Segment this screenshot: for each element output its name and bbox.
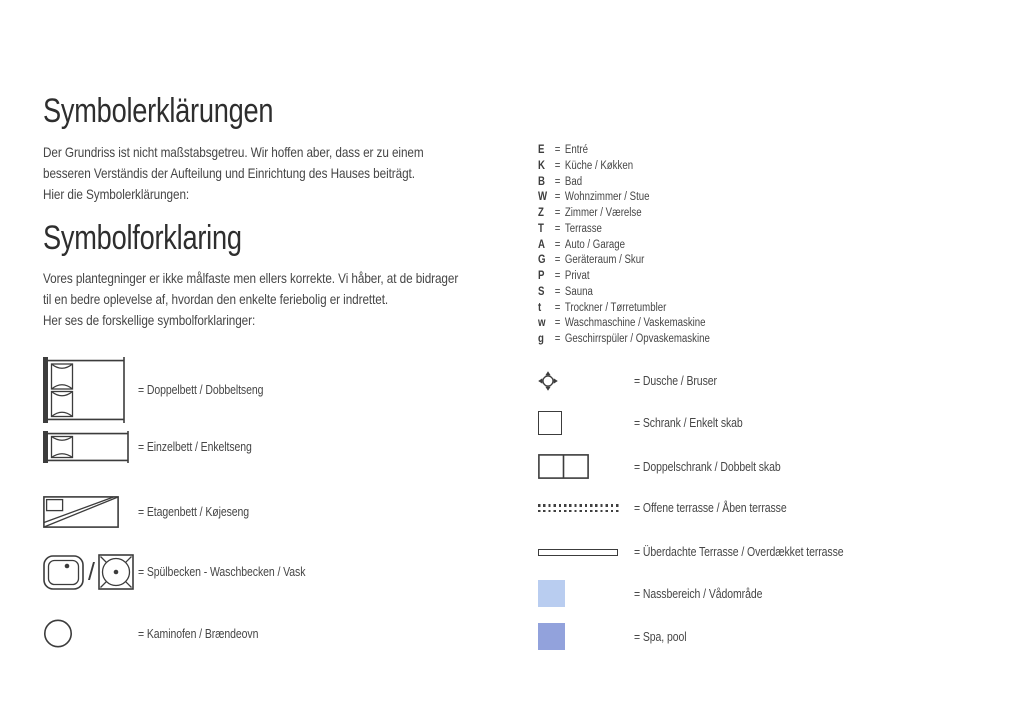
room-code-name: Zimmer / Værelse <box>564 207 642 219</box>
room-code-letter: t <box>538 301 542 314</box>
legend-label: = Überdachte Terrasse / Overdækket terrasse <box>634 545 844 559</box>
legend-label: = Etagenbett / Køjeseng <box>138 505 250 519</box>
danish-intro-paragraph: Vores plantegninger er ikke målfaste men ellers korrekte. Vi håber, at de bidrager til en bedre oplevelse af, hvordan den enkelte feriebolig er indrettet. Her ses de forskellige symbolforklaringer: <box>43 270 459 328</box>
room-code-name: Waschmaschine / Vaskemaskine <box>564 317 706 330</box>
room-code-letter: W <box>538 191 548 204</box>
legend-row-bunk-bed <box>43 496 270 528</box>
equals-sign: = <box>554 333 561 345</box>
german-intro-paragraph: Der Grundriss ist nicht maßstabsgetreu. Wir hoffen aber, dass er zu einem besseren Verständis der Aufteilung und Einrichtung des Hauses beiträgt. Hier die Symbolerklärungen: <box>43 144 424 202</box>
equals-sign: = <box>554 254 561 267</box>
room-code-letter: T <box>538 222 544 235</box>
legend-label: = Offene terrasse / Åben terrasse <box>634 501 787 515</box>
room-code-letter: K <box>538 159 545 172</box>
room-code-row <box>538 333 710 349</box>
icon-cell <box>538 411 634 435</box>
shower-icon <box>538 371 558 391</box>
legend-row-spa-pool <box>538 623 697 650</box>
room-code-name: Privat <box>564 270 590 282</box>
covered-terrace-icon <box>538 549 618 556</box>
room-code-list <box>538 144 710 349</box>
legend-label: = Dusche / Bruser <box>634 374 717 388</box>
room-code-name: Sauna <box>564 285 593 298</box>
equals-sign: = <box>554 222 561 235</box>
equals-sign: = <box>554 175 561 188</box>
room-code-name: Geräteraum / Skur <box>564 254 645 267</box>
icon-cell <box>538 549 634 556</box>
icon-cell <box>538 454 634 479</box>
equals-sign: = <box>554 285 561 298</box>
room-code-letter: P <box>538 270 545 282</box>
icon-cell <box>43 619 138 648</box>
german-title: Symbolerklärungen <box>43 92 274 130</box>
room-code-row <box>538 239 710 255</box>
kitchen-sink-icon <box>43 555 84 590</box>
room-code-name: Auto / Garage <box>564 238 626 251</box>
legend-label: = Einzelbett / Enkeltseng <box>138 440 252 454</box>
room-code-row <box>538 270 710 286</box>
room-code-letter: B <box>538 175 545 188</box>
room-code-name: Trockner / Tørretumbler <box>564 301 667 314</box>
double-cabinet-icon <box>538 454 589 479</box>
single-cabinet-icon <box>538 411 562 435</box>
legend-row-wood-stove <box>43 619 281 648</box>
room-code-name: Geschirrspüler / Opvaskemaskine <box>564 333 710 345</box>
icon-cell <box>538 504 634 512</box>
equals-sign: = <box>554 270 561 282</box>
room-code-name: Küche / Køkken <box>564 159 634 172</box>
legend-row-shower <box>538 371 733 391</box>
room-code-row <box>538 254 710 270</box>
room-code-row <box>538 223 710 239</box>
room-code-name: Terrasse <box>564 222 602 235</box>
danish-title: Symbolforklaring <box>43 219 242 257</box>
washbasin-icon <box>98 554 134 590</box>
legend-label: = Kaminofen / Brændeovn <box>138 626 259 641</box>
slash-separator: / <box>88 557 95 586</box>
room-code-letter: g <box>538 333 544 345</box>
room-code-row <box>538 160 710 176</box>
equals-sign: = <box>554 238 561 251</box>
legend-row-double-bed <box>43 357 287 423</box>
room-code-row <box>538 302 710 318</box>
legend-label: = Spa, pool <box>634 629 687 644</box>
wet-area-swatch <box>538 580 565 607</box>
legend-label: = Doppelschrank / Dobbelt skab <box>634 459 781 474</box>
icon-cell <box>43 554 138 590</box>
spa-pool-swatch <box>538 623 565 650</box>
bunk-bed-icon <box>43 496 119 528</box>
legend-label: = Schrank / Enkelt skab <box>634 415 743 430</box>
icon-cell <box>43 431 138 463</box>
wood-stove-icon <box>43 619 73 648</box>
single-bed-icon <box>43 431 131 463</box>
equals-sign: = <box>554 301 561 314</box>
room-code-row <box>538 176 710 192</box>
room-code-row <box>538 191 710 207</box>
icon-cell <box>538 623 634 650</box>
equals-sign: = <box>554 317 561 330</box>
room-code-row <box>538 286 710 302</box>
equals-sign: = <box>554 191 561 204</box>
room-code-letter: G <box>538 254 546 267</box>
legend-label: = Nassbereich / Vådområde <box>634 586 763 601</box>
legend-label: = Spülbecken - Waschbecken / Vask <box>138 565 306 579</box>
legend-row-wet-area <box>538 580 787 607</box>
legend-row-covered-terrace <box>538 545 883 559</box>
legend-label: = Doppelbett / Dobbeltseng <box>138 383 264 397</box>
room-code-name: Entré <box>564 144 588 156</box>
open-terrace-icon <box>538 504 620 512</box>
equals-sign: = <box>554 207 561 219</box>
legend-row-sink-washbasin <box>43 554 337 590</box>
icon-cell <box>43 496 138 528</box>
icon-cell <box>43 357 138 423</box>
room-code-name: Bad <box>564 175 583 188</box>
legend-row-open-terrace <box>538 503 816 513</box>
icon-cell <box>538 371 634 391</box>
room-code-letter: A <box>538 238 545 251</box>
equals-sign: = <box>554 144 561 156</box>
room-code-row <box>538 207 710 223</box>
room-code-row <box>538 144 710 160</box>
double-bed-icon <box>43 357 127 423</box>
equals-sign: = <box>554 159 561 172</box>
room-code-letter: E <box>538 144 545 156</box>
room-code-row <box>538 317 710 333</box>
room-code-letter: S <box>538 285 545 298</box>
icon-cell <box>538 580 634 607</box>
legend-row-single-cabinet <box>538 410 763 435</box>
room-code-letter: Z <box>538 207 544 219</box>
room-code-letter: w <box>538 317 546 330</box>
legend-row-single-bed <box>43 431 273 463</box>
legend-row-double-cabinet <box>538 454 809 479</box>
room-code-name: Wohnzimmer / Stue <box>564 191 650 204</box>
